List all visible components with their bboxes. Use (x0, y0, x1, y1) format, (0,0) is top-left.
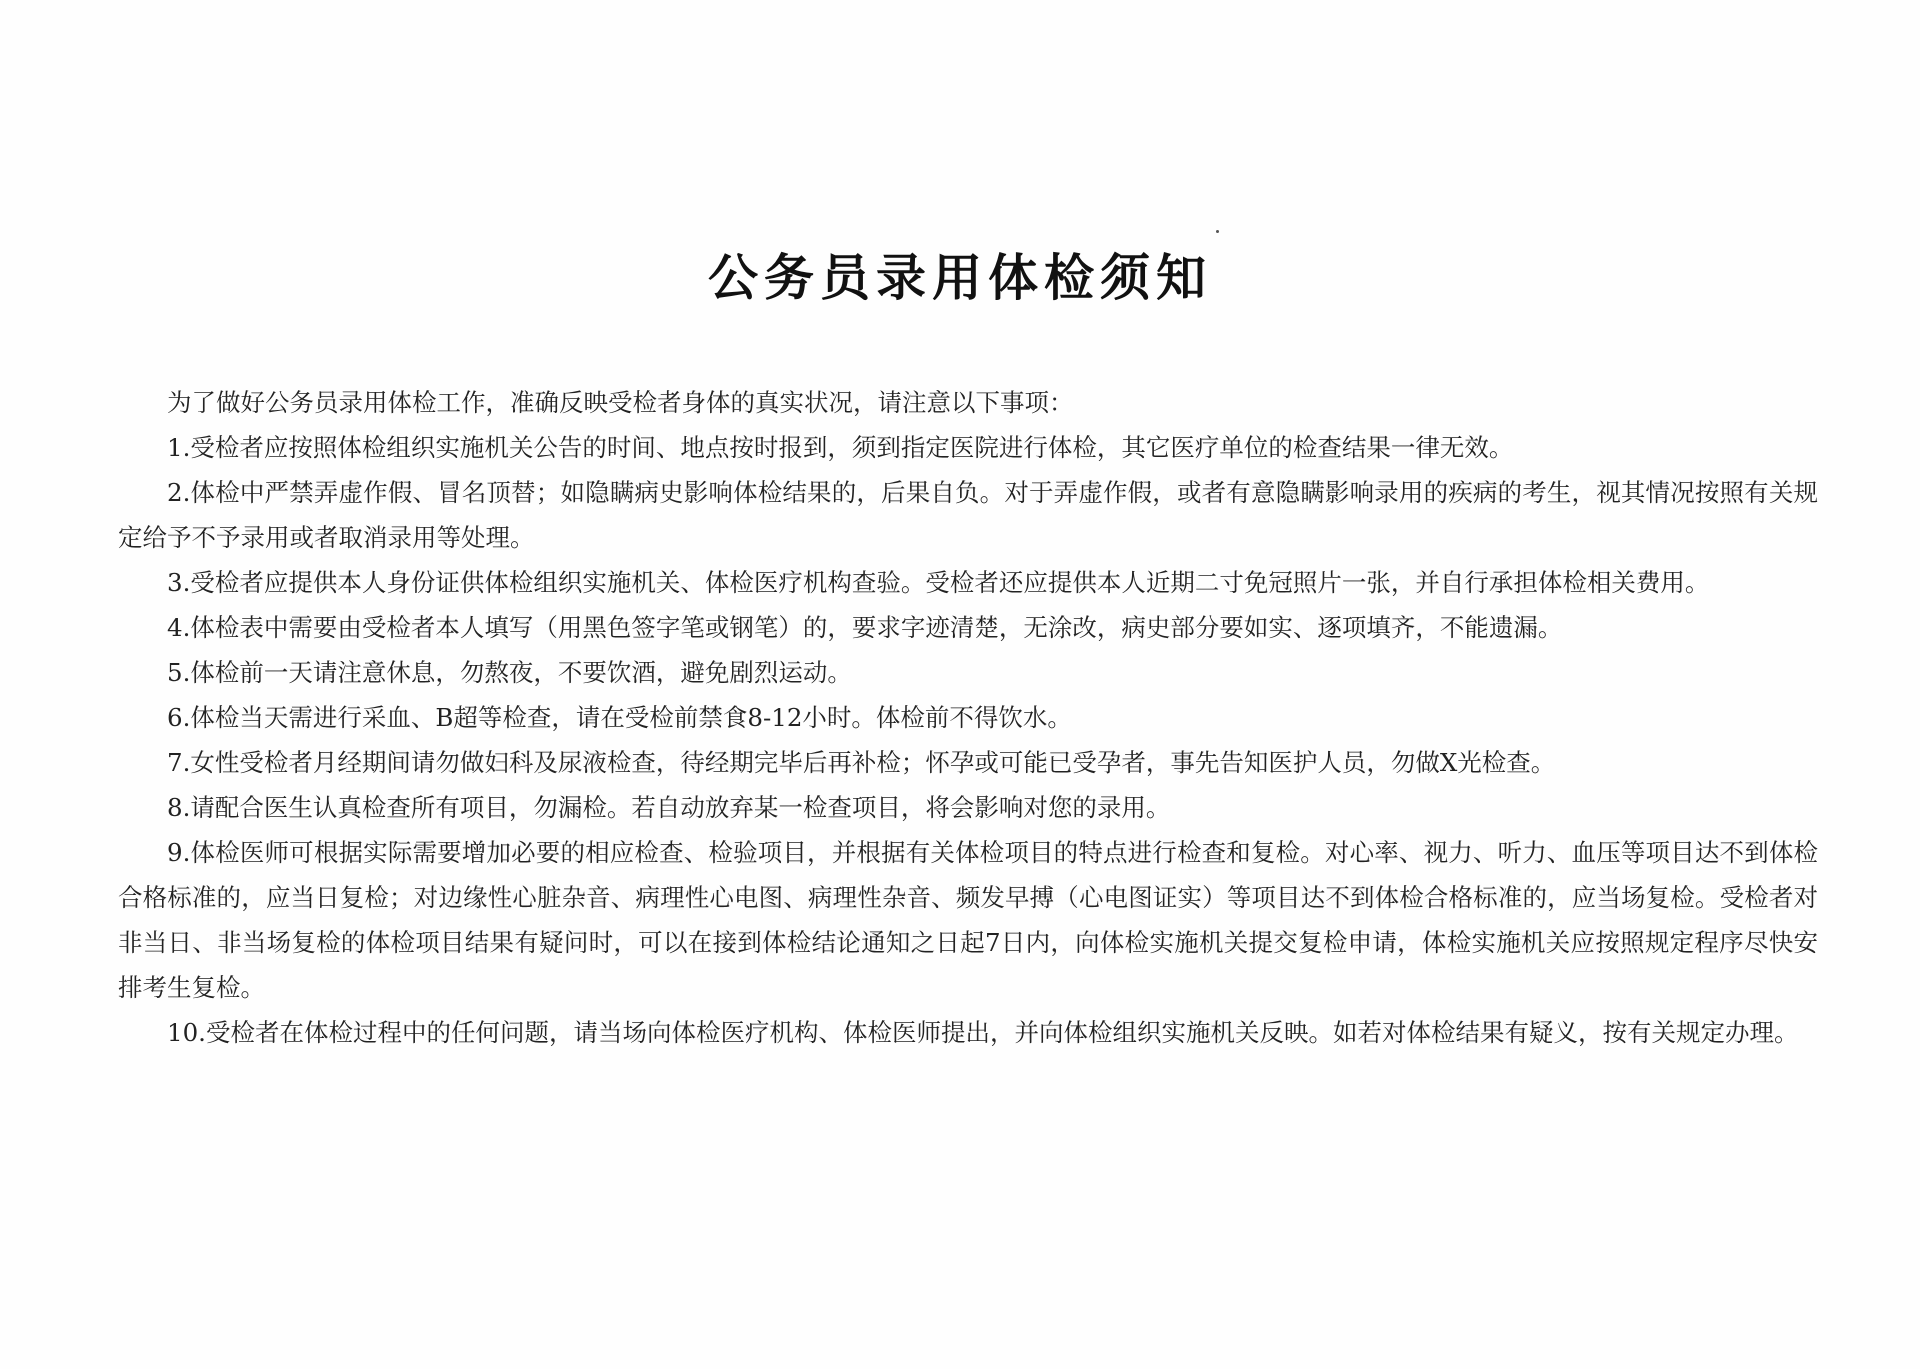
document-title: 公务员录用体检须知 (708, 248, 1212, 307)
notice-item-4: 4.体检表中需要由受检者本人填写（用黑色签字笔或钢笔）的，要求字迹清楚，无涂改，病史部分要如实、逐项填齐，不能遗漏。 (167, 613, 1563, 642)
notice-item-2: 2.体检中严禁弄虚作假、冒名顶替；如隐瞒病史影响体检结果的，后果自负。对于弄虚作假，或者有意隐瞒影响录用的疾病的考生，视其情况按照有关规定给予不予录用或者取消录用等处理。 (118, 478, 1818, 552)
scan-speck (1216, 230, 1219, 233)
document-body (118, 380, 1818, 1055)
intro-paragraph: 为了做好公务员录用体检工作，准确反映受检者身体的真实状况，请注意以下事项： (167, 388, 1074, 417)
notice-item-8: 8.请配合医生认真检查所有项目，勿漏检。若自动放弃某一检查项目，将会影响对您的录用。 (167, 793, 1171, 822)
notice-item-5: 5.体检前一天请注意休息，勿熬夜，不要饮酒，避免剧烈运动。 (167, 658, 852, 687)
notice-item-6: 6.体检当天需进行采血、B超等检查，请在受检前禁食8-12小时。体检前不得饮水。 (167, 703, 1072, 732)
notice-item-10: 10.受检者在体检过程中的任何问题，请当场向体检医疗机构、体检医师提出，并向体检组织实施机关反映。如若对体检结果有疑义，按有关规定办理。 (167, 1018, 1799, 1047)
notice-item-3: 3.受检者应提供本人身份证供体检组织实施机关、体检医疗机构查验。受检者还应提供本人近期二寸免冠照片一张，并自行承担体检相关费用。 (167, 568, 1710, 597)
notice-item-1: 1.受检者应按照体检组织实施机关公告的时间、地点按时报到，须到指定医院进行体检，其它医疗单位的检查结果一律无效。 (167, 433, 1514, 462)
notice-item-7: 7.女性受检者月经期间请勿做妇科及尿液检查，待经期完毕后再补检；怀孕或可能已受孕者，事先告知医护人员，勿做X光检查。 (167, 748, 1556, 777)
notice-item-9: 9.体检医师可根据实际需要增加必要的相应检查、检验项目，并根据有关体检项目的特点进行检查和复检。对心率、视力、听力、血压等项目达不到体检合格标准的，应当日复检；对边缘性心脏杂音、病理性心电图、病理性杂音、频发早搏（心电图证实）等项目达不到体检合格标准的，应当场复检。受检者对非当日、非当场复检的体检项目结果有疑问时，可以在接到体检结论通知之日起7日内，向体检实施机关提交复检申请，体检实施机关应按照规定程序尽快安排考生复检。 (118, 838, 1818, 1002)
